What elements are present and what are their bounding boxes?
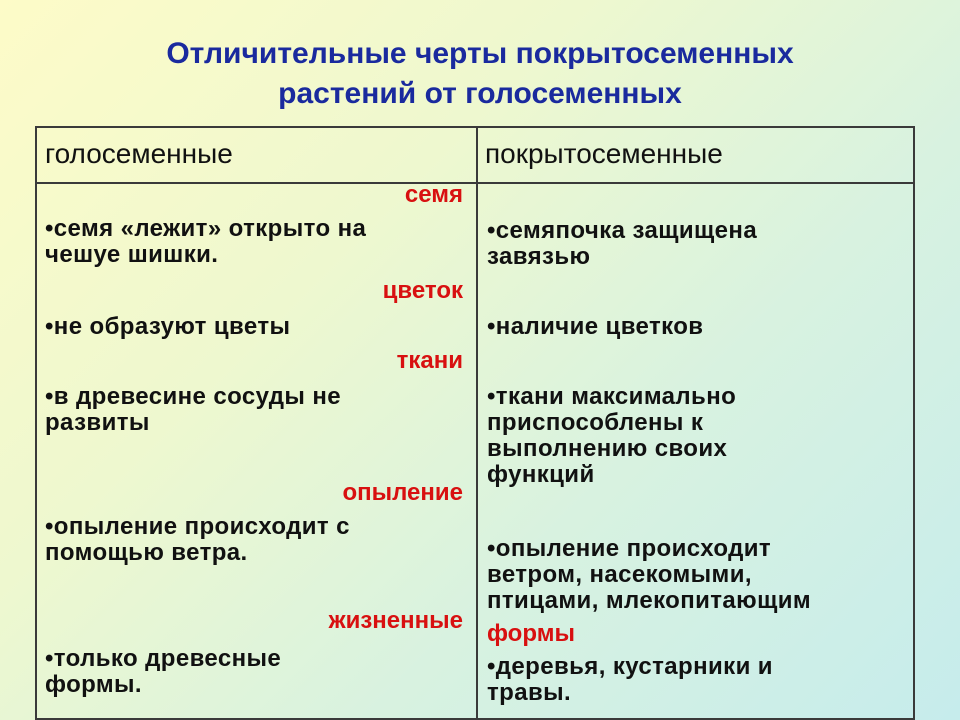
- gymno-pollination-line-2: помощью ветра.: [45, 539, 248, 566]
- angio-tissue-line-1: •ткани максимально: [487, 383, 737, 410]
- gymno-pollination-line-1: •опыление происходит с: [45, 513, 350, 540]
- angio-seed-line-1: •семяпочка защищена: [487, 217, 758, 244]
- gymno-forms-line-2: формы.: [45, 671, 143, 698]
- angio-pollination-line-3: птицами, млекопитающим: [487, 587, 812, 614]
- angio-pollination-line-1: •опыление происходит: [487, 535, 772, 562]
- header-divider: [37, 182, 913, 184]
- title-line-2: растений от голосеменных: [278, 77, 682, 110]
- gymno-flower-line-1: •не образуют цветы: [45, 313, 291, 340]
- category-tissue: ткани: [396, 347, 463, 374]
- category-flower: цветок: [382, 277, 463, 304]
- angio-flower-line-1: •наличие цветков: [487, 313, 704, 340]
- angio-seed-line-2: завязью: [487, 243, 591, 270]
- angio-tissue-line-4: функций: [487, 461, 595, 488]
- slide-title: [0, 34, 960, 114]
- gymno-forms-line-1: •только древесные: [45, 645, 282, 672]
- angio-pollination-line-2: ветром, насекомыми,: [487, 561, 752, 588]
- gymno-seed-line-2: чешуе шишки.: [45, 241, 219, 268]
- column-divider: [476, 128, 478, 718]
- gymno-seed-line-1: •семя «лежит» открыто на: [45, 215, 367, 242]
- category-forms: формы: [487, 620, 575, 647]
- header-gymnosperms: голосеменные: [45, 138, 233, 169]
- category-seed: семя: [404, 181, 463, 208]
- title-line-1: Отличительные черты покрытосеменных: [166, 37, 794, 70]
- category-pollination: опыление: [342, 479, 463, 506]
- gymno-tissue-line-2: развиты: [45, 409, 150, 436]
- angio-forms-line-2: травы.: [487, 679, 572, 706]
- angio-tissue-line-3: выполнению своих: [487, 435, 728, 462]
- comparison-table: [35, 126, 915, 720]
- angio-tissue-line-2: приспособлены к: [487, 409, 704, 436]
- angio-forms-line-1: •деревья, кустарники и: [487, 653, 773, 680]
- category-life: жизненные: [328, 607, 463, 634]
- gymno-tissue-line-1: •в древесине сосуды не: [45, 383, 341, 410]
- header-angiosperms: покрытосеменные: [485, 138, 723, 169]
